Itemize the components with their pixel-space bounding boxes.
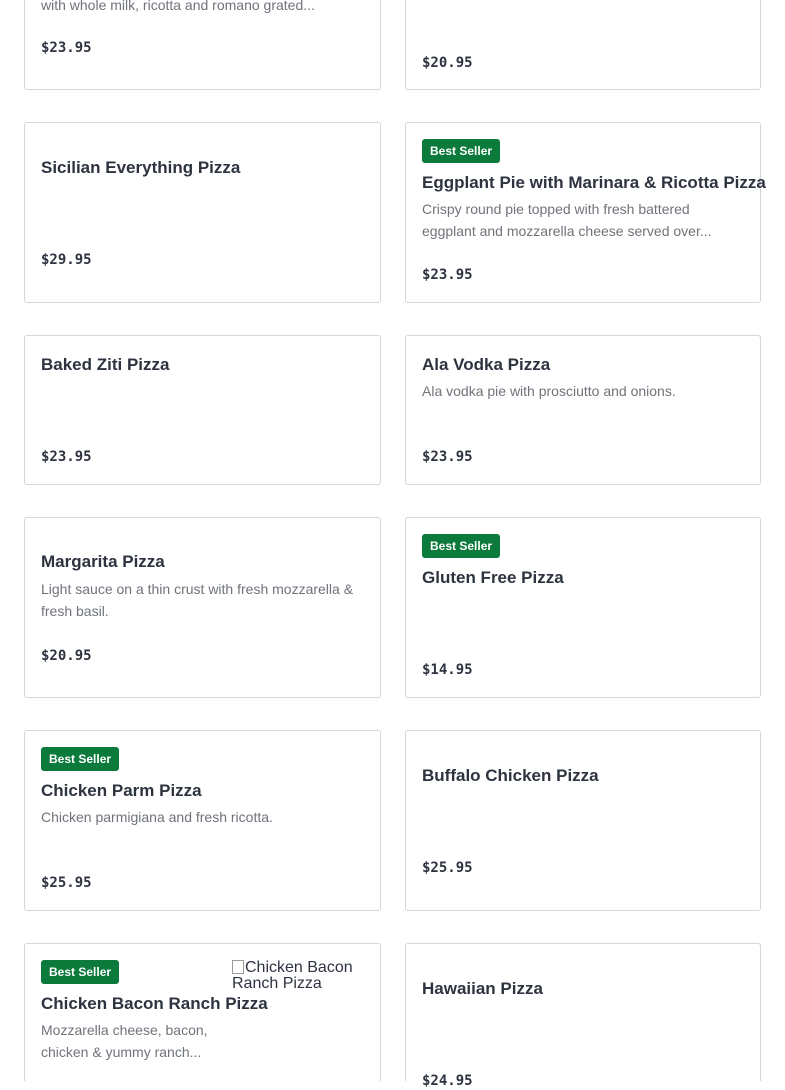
menu-item-card[interactable] bbox=[24, 335, 381, 485]
menu-item-card[interactable] bbox=[24, 122, 381, 303]
item-price: $24.95 bbox=[422, 1073, 473, 1089]
menu-item-card[interactable] bbox=[24, 943, 381, 1081]
item-description: Chicken parmigiana and fresh ricotta. bbox=[41, 809, 273, 825]
item-description: Light sauce on a thin crust with fresh mozzarella & fresh basil. bbox=[41, 581, 354, 619]
best-seller-badge: Best Seller bbox=[41, 747, 119, 771]
item-price: $23.95 bbox=[41, 449, 92, 465]
item-image-alt-text: Chicken Bacon Ranch Pizza bbox=[232, 959, 353, 992]
item-price: $23.95 bbox=[422, 449, 473, 465]
item-image bbox=[232, 960, 362, 992]
menu-item-card[interactable] bbox=[24, 517, 381, 698]
item-price: $25.95 bbox=[41, 875, 92, 891]
best-seller-badge: Best Seller bbox=[422, 534, 500, 558]
item-description: Ala vodka pie with prosciutto and onions. bbox=[422, 383, 676, 399]
item-price: $25.95 bbox=[422, 860, 473, 876]
item-title: Gluten Free Pizza bbox=[422, 568, 564, 587]
best-seller-badge: Best Seller bbox=[422, 139, 500, 163]
best-seller-badge: Best Seller bbox=[41, 960, 119, 984]
item-description: Mozzarella cheese, bacon, chicken & yummy ranch... bbox=[41, 1022, 208, 1060]
item-price: $14.95 bbox=[422, 662, 473, 678]
item-title: Buffalo Chicken Pizza bbox=[422, 766, 599, 785]
item-title: Hawaiian Pizza bbox=[422, 979, 543, 998]
item-title: Baked Ziti Pizza bbox=[41, 355, 170, 374]
broken-image-icon bbox=[232, 960, 244, 974]
item-title: Ala Vodka Pizza bbox=[422, 355, 551, 374]
item-price: $20.95 bbox=[41, 648, 92, 664]
item-title: Margarita Pizza bbox=[41, 552, 165, 571]
menu-item-card[interactable] bbox=[405, 0, 761, 90]
item-price: $23.95 bbox=[41, 40, 92, 56]
menu-item-card[interactable] bbox=[405, 517, 761, 698]
item-title: Eggplant Pie with Marinara & Ricotta Pizza bbox=[422, 173, 766, 192]
menu-item-card[interactable] bbox=[24, 0, 381, 90]
menu-item-card[interactable] bbox=[405, 730, 761, 911]
item-description: with whole milk, ricotta and romano grated... bbox=[41, 0, 315, 13]
menu-item-card[interactable] bbox=[405, 943, 761, 1089]
menu-item-card[interactable] bbox=[405, 335, 761, 485]
item-description: Crispy round pie topped with fresh battered eggplant and mozzarella cheese served over... bbox=[422, 201, 712, 239]
menu-item-card[interactable] bbox=[24, 730, 381, 911]
menu-item-card[interactable] bbox=[405, 122, 766, 303]
item-title: Sicilian Everything Pizza bbox=[41, 158, 241, 177]
item-title: Chicken Bacon Ranch Pizza bbox=[41, 994, 268, 1013]
item-price: $23.95 bbox=[422, 267, 473, 283]
item-price: $20.95 bbox=[422, 55, 473, 71]
item-title: Chicken Parm Pizza bbox=[41, 781, 202, 800]
item-price: $29.95 bbox=[41, 252, 92, 268]
